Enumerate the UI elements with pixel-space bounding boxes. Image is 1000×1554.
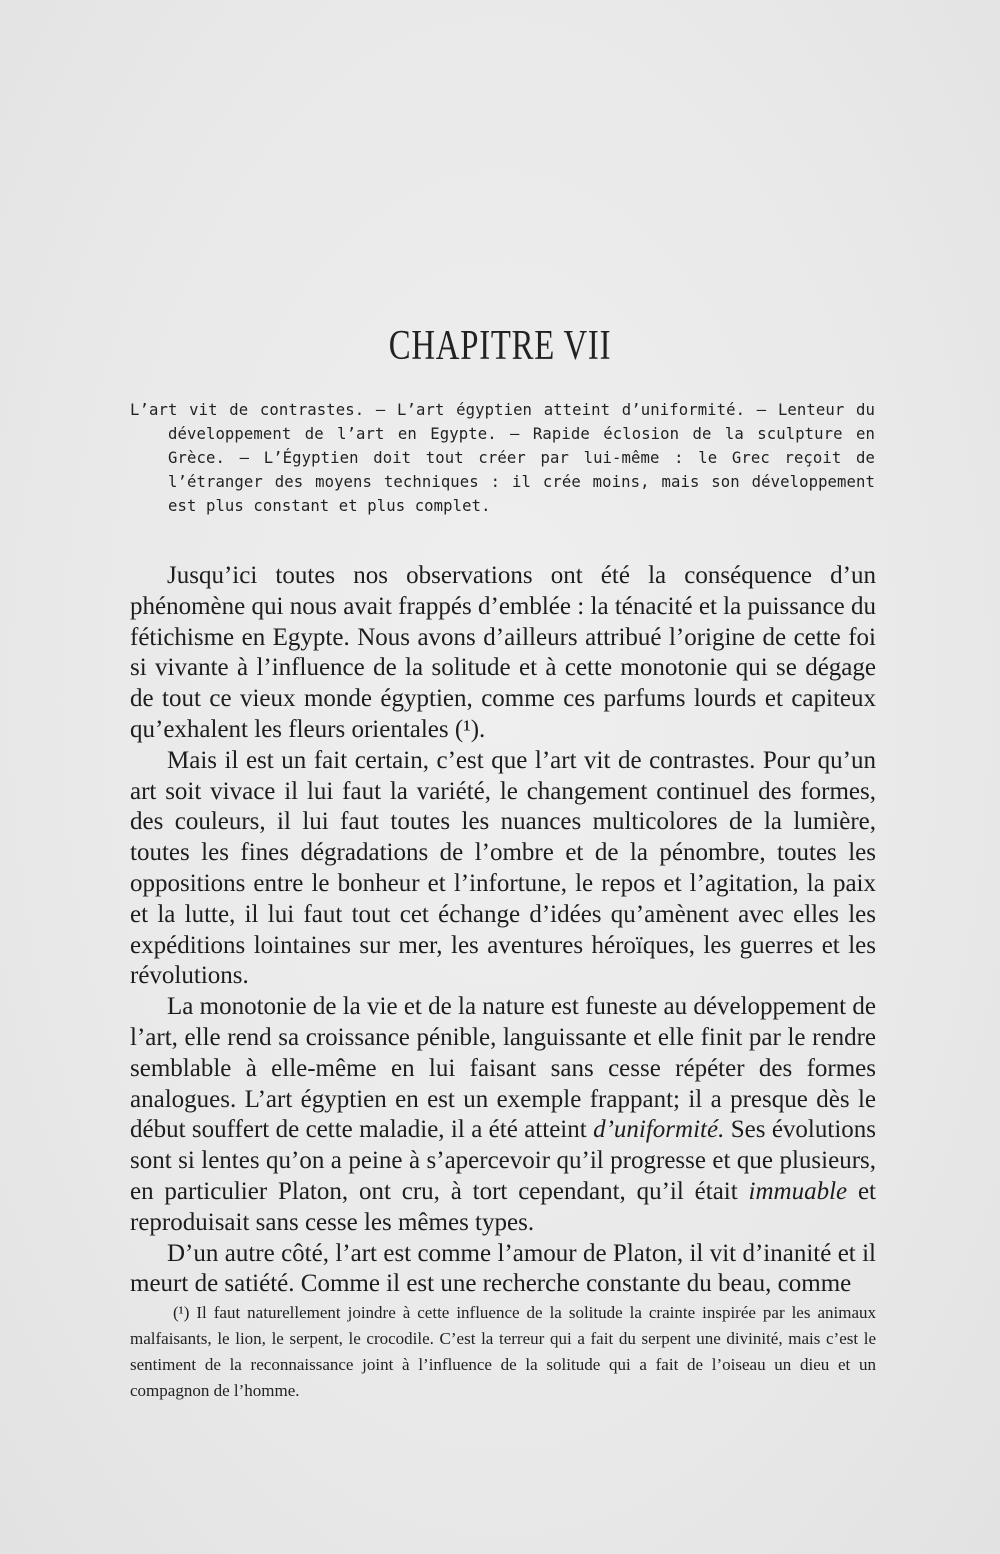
italic-immuable: immuable (748, 1177, 848, 1205)
body-text (130, 561, 876, 1300)
chapter-summary-text: L’art vit de contrastes. — L’art égyptien atteint d’uniformité. — Lenteur du développement de l’art en Egypte. — Rapide éclosion de la sculpture en Grèce. — L’Égyptien doit tout créer par lui-même : le Grec reçoit de l’étranger des moyens techniques : il crée moins, mais son développement est plus constant et plus complet. (130, 401, 875, 515)
paragraph-2: Mais il est un fait certain, c’est que l’art vit de contrastes. Pour qu’un art soit vivace il lui faut la variété, le changement continuel des formes, des couleurs, il lui faut toutes les nuances multicolores de la lumière, toutes les fines dégradations de l’ombre et de la pénombre, toutes les oppositions entre le bonheur et l’infortune, le repos et l’agitation, la paix et la lutte, il lui faut tout cet échange d’idées qu’amènent avec elles les expéditions lointaines sur mer, les aventures héroïques, les guerres et les révolutions. (130, 746, 876, 990)
paragraph-3-part-a: La monotonie de la vie et de la nature est funeste au développement de l’art, elle rend sa croissance pénible, languissante et elle finit par le rendre semblable à elle-même en lui faisant sans cesse répéter des formes analogues. L’art égyptien en est un exemple frappant; il a presque dès le début souffert de cette maladie, il a été atteint (130, 993, 876, 1144)
paragraph-4: D’un autre côté, l’art est comme l’amour de Platon, il vit d’inanité et il meurt de satiété. Comme il est une recherche constante du beau, comme (130, 1239, 876, 1298)
footnote (130, 1300, 876, 1404)
paragraph-3-part-b: Ses évolutions sont si lentes qu’on a peine à s’apercevoir qu’il progresse et que plusieurs, en particulier Platon, ont cru, à tort cependant, qu’il était (130, 1116, 876, 1205)
chapter-title: CHAPITRE VII (388, 323, 612, 369)
chapter-summary (130, 398, 875, 518)
footnote-text: (¹) Il faut naturellement joindre à cette influence de la solitude la crainte inspirée par les animaux malfaisants, le lion, le serpent, le crocodile. C’est la terreur qui a fait du serpent une divinité, mais c’est le sentiment de la reconnaissance joint à l’influence de la solitude qui a fait de l’oiseau un dieu et un compagnon de l’homme. (130, 1303, 876, 1400)
italic-uniformite: d’uniformité. (593, 1116, 725, 1144)
paragraph-1: Jusqu’ici toutes nos observations ont été la conséquence d’un phénomène qui nous avait frappés d’emblée : la ténacité et la puissance du fétichisme en Egypte. Nous avons d’ailleurs attribué l’origine de cette foi si vivante à l’influence de la solitude et à cette monotonie qui se dégage de tout ce vieux monde égyptien, comme ces parfums lourds et capiteux qu’exhalent les fleurs orientales (¹). (130, 562, 876, 743)
paragraph-3 (130, 992, 876, 1238)
paragraph-3-part-c: et reproduisait sans cesse les mêmes types. (130, 1177, 876, 1236)
